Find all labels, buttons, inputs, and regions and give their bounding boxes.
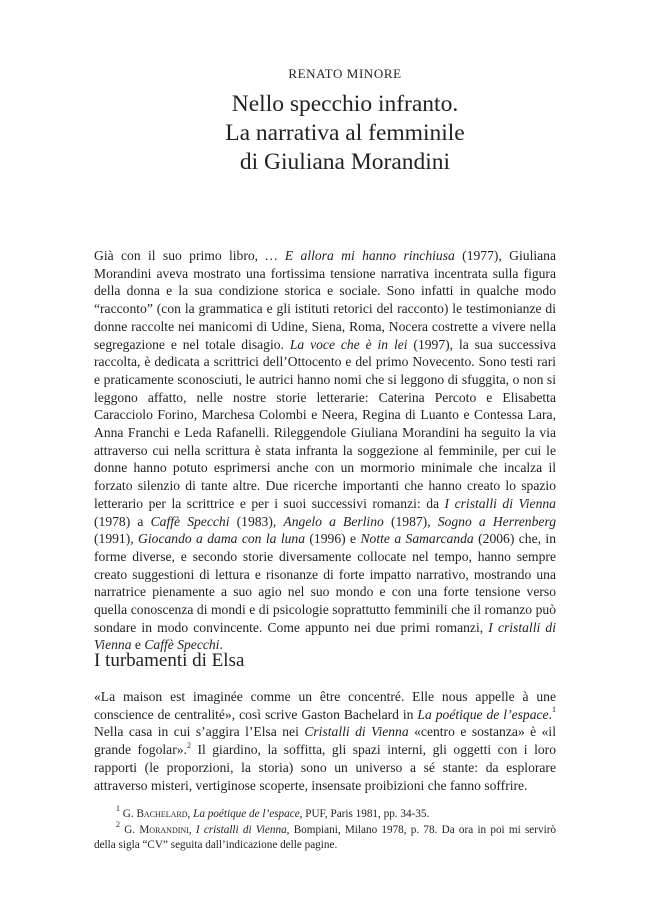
text-run: (1983), bbox=[229, 513, 284, 529]
book-title-ref: Notte a Samarcanda bbox=[360, 531, 474, 547]
footnote-1 bbox=[94, 804, 556, 823]
text-run: «centro e sostanza» è «il grande fogolar». bbox=[94, 724, 556, 758]
book-title-ref: Caffè Specchi bbox=[150, 513, 230, 529]
book-title-ref: Giocando a dama con la luna bbox=[138, 531, 306, 547]
footnote-work: I cristalli di Vienna bbox=[195, 823, 287, 836]
footnote-ref-1[interactable]: 1 bbox=[552, 705, 556, 715]
book-title-ref: Sogno a Herrenberg bbox=[437, 513, 557, 529]
footnote-ref-2[interactable]: 2 bbox=[186, 740, 191, 750]
text-run: «La maison est imaginée comme un être concentré. Elle nous appelle à une conscience de centralité», così scrive Gaston Bachelard in bbox=[94, 689, 556, 722]
text-run: Nella casa in cui s’aggira l’Elsa nei bbox=[94, 724, 305, 740]
footnote-number: 2 bbox=[116, 819, 120, 829]
section-heading: I turbamenti di Elsa bbox=[94, 650, 245, 671]
footnote-author: G. Bachelard bbox=[122, 808, 188, 820]
footnote-2 bbox=[94, 819, 557, 854]
body-paragraph-intro bbox=[94, 247, 556, 654]
footnote-text: , Bompiani, Milano 1978, p. 78. Da ora in poi mi servirò della sigla “CV” seguita dall’indicazione delle pagine. bbox=[94, 823, 557, 851]
text-run: (2006) che, in forme diverse, e secondo storie diversamente collocate nel tempo, hanno sempre creato suggestioni di lettura e risonanze di forte impatto narrativo, mostrando una narratrice pienamente a suo agio nel suo mondo e con una forte tensione verso quella conoscenza di mondi e di psicologie soprattutto femminili che il romanzo può sondare in modo convincente. Come appunto nei due primi romanzi, bbox=[94, 531, 556, 635]
book-title-ref: Cristalli di Vienna bbox=[304, 724, 409, 740]
text-run: (1978) a bbox=[94, 513, 151, 529]
book-title-ref: Caffè Specchi bbox=[144, 637, 220, 653]
title-line-1: Nello specchio infranto. bbox=[231, 91, 459, 117]
text-run: (1991), bbox=[94, 531, 139, 547]
text-run: , bbox=[187, 808, 194, 820]
book-title-ref: La poétique de l’espace bbox=[417, 706, 549, 722]
text-run: , bbox=[188, 823, 196, 836]
book-title-ref: I cristalli di Vienna bbox=[94, 619, 556, 653]
title-line-3: di Giuliana Morandini bbox=[239, 149, 451, 175]
text-run: (1996) e bbox=[305, 531, 361, 547]
footnote-number: 1 bbox=[116, 804, 120, 814]
author-name: RENATO MINORE bbox=[288, 66, 402, 81]
chapter-title bbox=[0, 90, 650, 177]
text-run: . bbox=[219, 637, 223, 653]
book-title-ref: Angelo a Berlino bbox=[283, 513, 384, 529]
footnote-work: La poétique de l’espace bbox=[193, 808, 300, 820]
text-run: (1987), bbox=[383, 513, 438, 529]
book-title-ref: I cristalli di Vienna bbox=[444, 495, 556, 511]
text-run: e bbox=[131, 637, 145, 653]
text-run: (1977), Giuliana Morandini aveva mostrato una fortissima tensione narrativa incentrata sulla figura della donna e la sua condizione storica e sociale. Sono infatti in qualche modo “racconto” (con la grammatica e gli istituti retorici del racconto) le testimonianze di donne raccolte nei manicomi di Udine, Siena, Roma, Nocera costrette a vivere nella segregazione e nel totale disagio. bbox=[94, 248, 556, 352]
text-run: (1997), la sua successiva raccolta, è dedicata a scrittrici dell’Ottocento e del primo Novecento. Sono testi rari e praticamente sconosciuti, le autrici hanno nomi che si leggono di sfuggita, o non si leggono affatto, nelle nostre storie letterarie: Caterina Percoto e Elisabetta Caracciolo Forino, Marchesa Colombi e Neera, Regina di Luanto e Contessa Lara, Anna Franchi e Leda Rafanelli. Rileggendole Giuliana Morandini ha seguito la via attraverso cui nella scrittura è stata infranta la soggezione al femminile, per cui le donne hanno potuto esprimersi anche con un mormorio minimale che incalza il forzato silenzio di tante altre. Due ricerche importanti che hanno creato lo spazio letterario per la scrittrice e per i suoi successivi romanzi: da bbox=[94, 336, 556, 511]
footnote-text: , PUF, Paris 1981, pp. 34-35. bbox=[299, 808, 430, 820]
text-run: . bbox=[548, 706, 552, 722]
title-line-2: La narrativa al femminile bbox=[225, 120, 465, 146]
book-title-ref: … E allora mi hanno rinchiusa bbox=[265, 248, 455, 263]
text-run: Il giardino, la soffitta, gli spazi interni, gli oggetti con i loro rapporti (le proporzioni, la storia) sono un universo a sé stante: da esplorare attraverso misteri, vertiginose scoperte, insensate proibizioni che fanno soffrire. bbox=[94, 742, 556, 793]
body-paragraph-section bbox=[94, 688, 556, 794]
footnotes bbox=[94, 804, 557, 854]
book-title-ref: La voce che è in lei bbox=[289, 336, 408, 352]
text-run: Già con il suo primo libro, bbox=[94, 248, 266, 263]
footnote-author: G. Morandini bbox=[124, 823, 189, 836]
